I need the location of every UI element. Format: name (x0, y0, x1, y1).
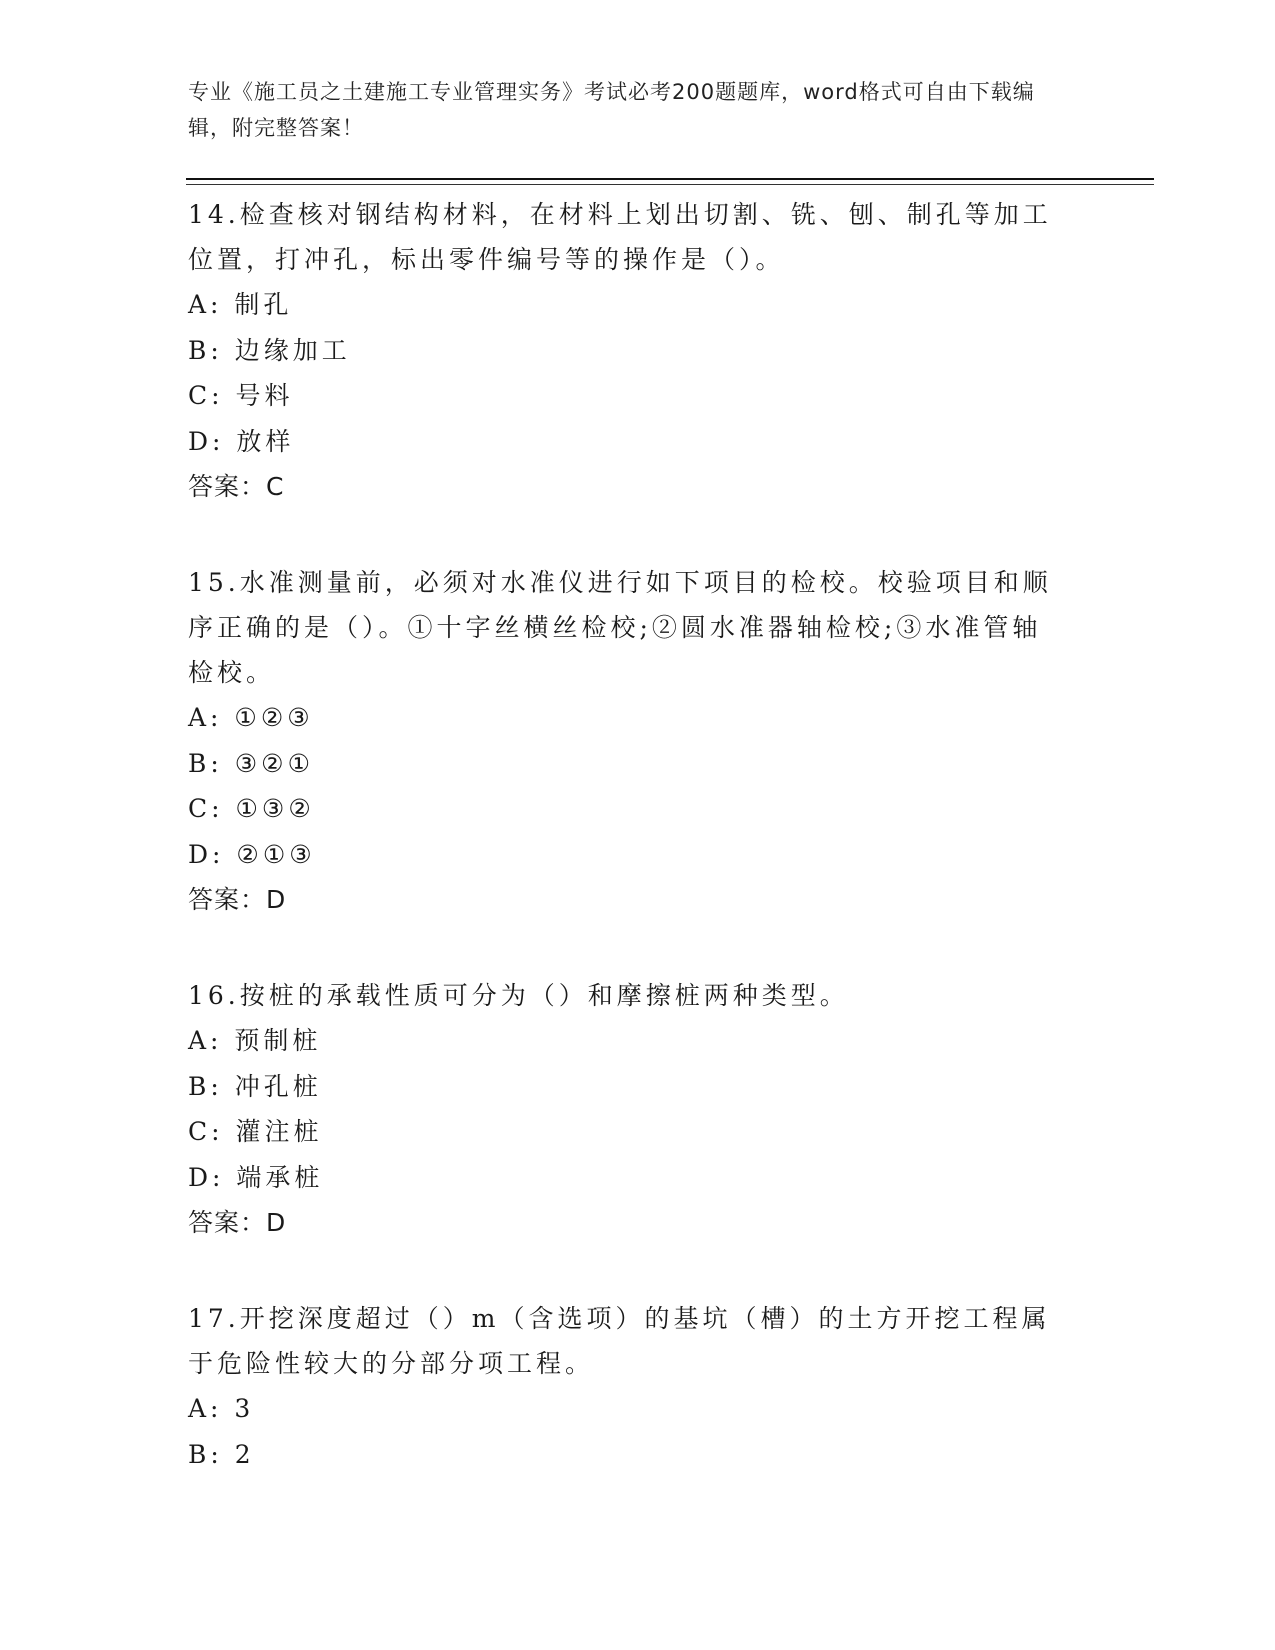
option-c: C: 灌注桩 (188, 1117, 323, 1146)
document-header: 专业《施工员之土建施工专业管理实务》考试必考200题题库，word格式可自由下载编辑，附完整答案！ (188, 80, 1035, 140)
question-list (188, 192, 1088, 1527)
question-16 (188, 973, 1088, 1246)
answer: 答案：D (188, 1208, 287, 1237)
option-a: A: 预制桩 (188, 1026, 322, 1055)
option-b: B: 边缘加工 (188, 335, 351, 365)
answer: 答案：C (188, 472, 285, 501)
option-b: B: 2 (188, 1439, 255, 1469)
question-14 (188, 192, 1088, 510)
option-b: B: ③②① (188, 748, 314, 778)
option-d: D: 放样 (188, 426, 295, 456)
question-stem: 15.水准测量前，必须对水准仪进行如下项目的检校。校验项目和顺序正确的是（）。①十字丝横丝检校;②圆水准器轴检校;③水准管轴检校。 (188, 568, 1052, 687)
option-c: C: ①③② (188, 794, 315, 823)
answer: 答案：D (188, 885, 287, 914)
option-d: D: ②①③ (188, 839, 316, 869)
option-d: D: 端承桩 (188, 1162, 324, 1192)
question-stem: 17.开挖深度超过（）m（含选项）的基坑（槽）的土方开挖工程属于危险性较大的分部分项工程。 (188, 1304, 1051, 1378)
header-divider-thick (186, 178, 1154, 180)
question-stem: 14.检查核对钢结构材料，在材料上划出切割、铣、刨、制孔等加工位置，打冲孔，标出零件编号等的操作是（）。 (188, 200, 1052, 274)
option-c: C: 号料 (188, 381, 294, 410)
question-15 (188, 560, 1088, 923)
option-a: A: ①②③ (188, 703, 314, 732)
header-divider-thin (186, 184, 1154, 185)
question-17 (188, 1296, 1088, 1477)
option-a: A: 制孔 (188, 290, 293, 319)
option-a: A: 3 (188, 1394, 255, 1423)
option-b: B: 冲孔桩 (188, 1071, 322, 1101)
question-stem: 16.按桩的承载性质可分为（）和摩擦桩两种类型。 (188, 981, 849, 1010)
